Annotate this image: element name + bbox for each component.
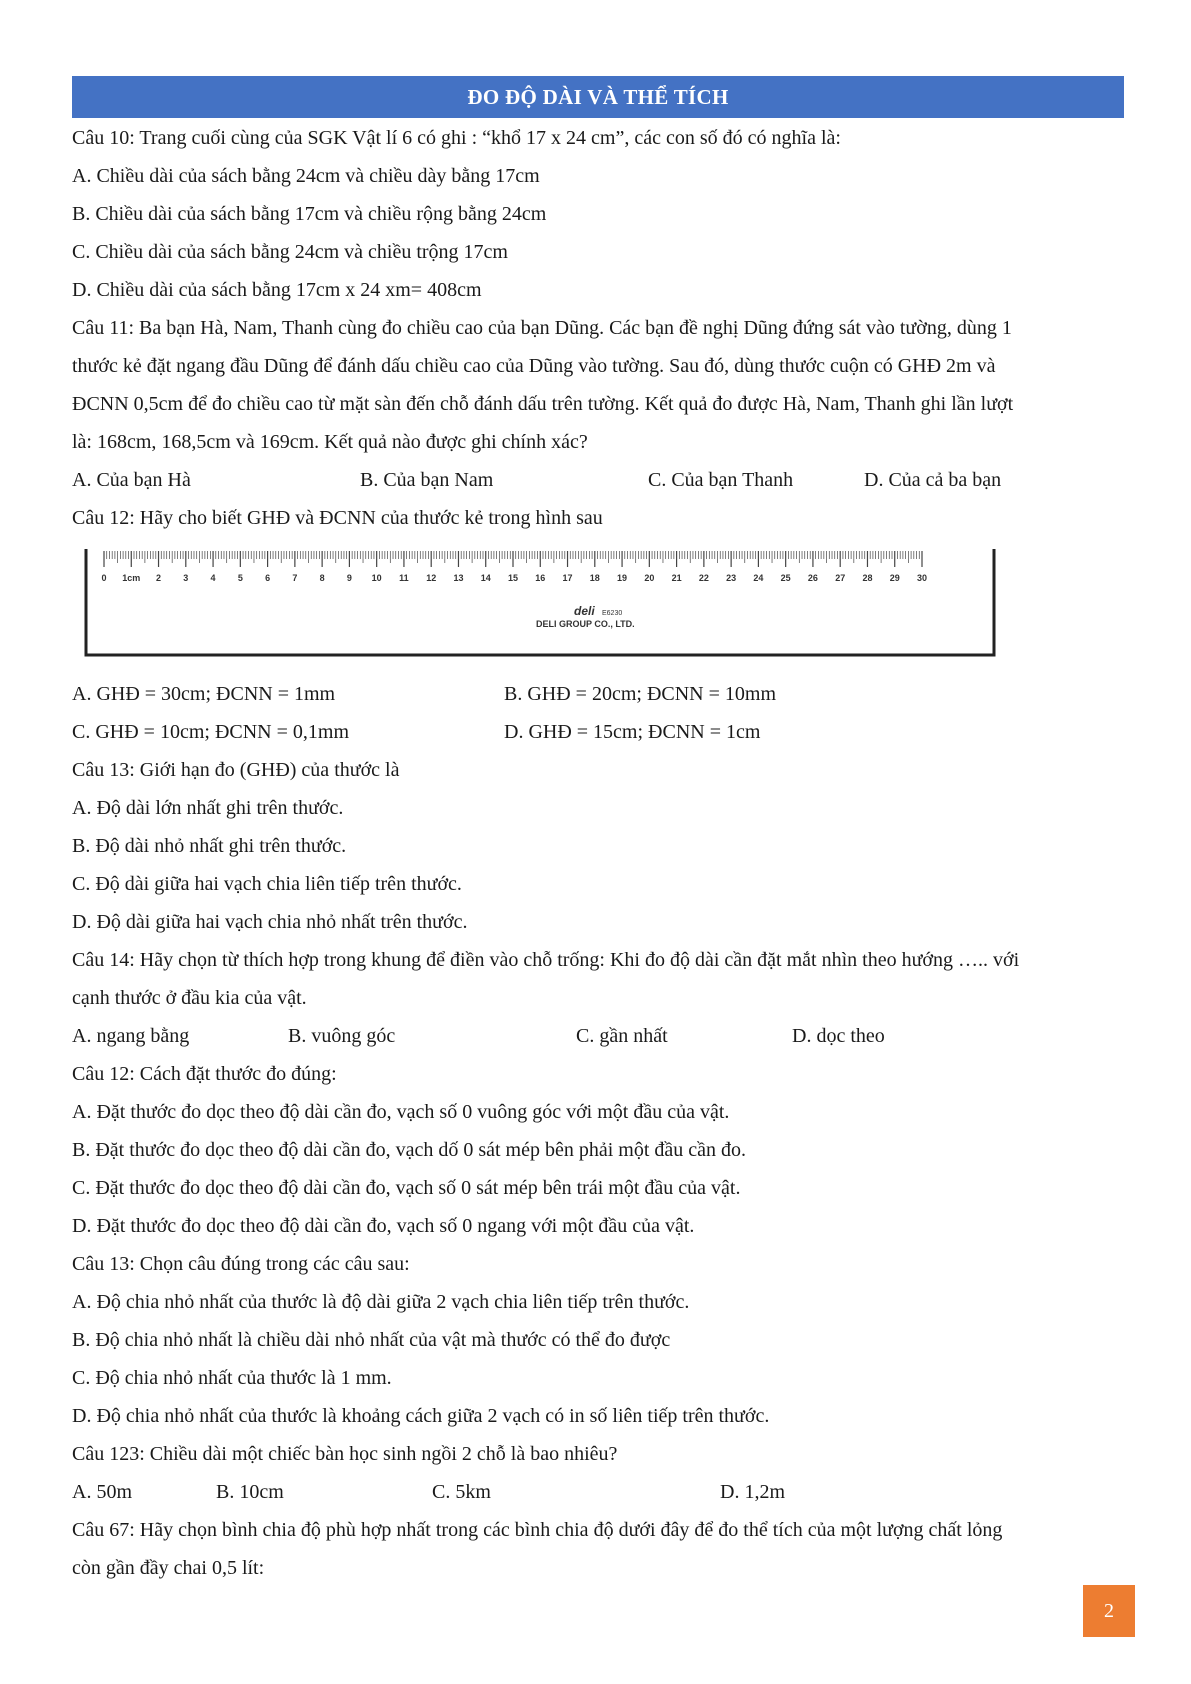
- ruler-label: 5: [237, 573, 243, 583]
- ruler-label: 4: [210, 573, 216, 583]
- ruler-label: 2: [156, 573, 162, 583]
- ruler-label: 15: [507, 573, 519, 583]
- q14-option-b: B. vuông góc: [288, 1025, 396, 1047]
- question-67-line-2: còn gần đầy chai 0,5 lít:: [72, 1557, 265, 1579]
- q13b-option-b: B. Độ chia nhỏ nhất là chiều dài nhỏ nhất của vật mà thước có thể đo được: [72, 1329, 671, 1351]
- ruler-label: 26: [807, 573, 818, 583]
- q12b-option-d: D. Đặt thước đo dọc theo độ dài cần đo, vạch số 0 ngang với một đầu của vật.: [72, 1215, 695, 1237]
- q10-option-d: D. Chiều dài của sách bằng 17cm x 24 xm= 408cm: [72, 279, 482, 301]
- q10-option-b: B. Chiều dài của sách bằng 17cm và chiều rộng bằng 24cm: [72, 203, 547, 225]
- ruler-label: 6: [265, 573, 271, 583]
- ruler-label: 24: [753, 573, 764, 583]
- q123-option-c: C. 5km: [432, 1481, 491, 1503]
- ruler-label: 22: [698, 573, 709, 583]
- q13a-option-b: B. Độ dài nhỏ nhất ghi trên thước.: [72, 835, 347, 857]
- ruler-label: 23: [726, 573, 737, 583]
- ruler-label: 18: [589, 573, 600, 583]
- question-13-range: Câu 13: Giới hạn đo (GHĐ) của thước là: [72, 759, 400, 781]
- q123-option-b: B. 10cm: [216, 1481, 284, 1503]
- q123-options: [72, 1473, 1132, 1511]
- ruler-label: 20: [644, 573, 655, 583]
- document-body: [72, 119, 1132, 1587]
- ruler-label: 7: [292, 573, 298, 583]
- ruler-image: [84, 547, 996, 659]
- q11-option-d: D. Của cả ba bạn: [864, 469, 1002, 491]
- q13b-option-a: A. Độ chia nhỏ nhất của thước là độ dài giữa 2 vạch chia liên tiếp trên thước.: [72, 1291, 690, 1313]
- question-14-line-2: cạnh thước ở đầu kia của vật.: [72, 987, 307, 1009]
- q11-options: [72, 461, 1132, 499]
- ruler-label: 3: [183, 573, 189, 583]
- ruler-label: 21: [671, 573, 682, 583]
- q14-option-a: A. ngang bằng: [72, 1025, 190, 1047]
- ruler-label: 10: [371, 573, 382, 583]
- ruler-label: 0: [101, 573, 107, 583]
- page-number: 2: [1083, 1585, 1135, 1637]
- q12a-option-c: C. GHĐ = 10cm; ĐCNN = 0,1mm: [72, 721, 350, 743]
- q11-option-c: C. Của bạn Thanh: [648, 469, 794, 491]
- q12a-options-row-1: [72, 675, 1132, 713]
- ruler-label: 13: [453, 573, 464, 583]
- ruler-label: 28: [862, 573, 873, 583]
- ruler-label: 17: [562, 573, 573, 583]
- ruler-label: 30: [916, 573, 928, 583]
- question-11-line-3: ĐCNN 0,5cm để đo chiều cao từ mặt sàn đến chỗ đánh dấu trên tường. Kết quả đo được Hà, Nam, Thanh ghi lần lượt: [72, 393, 1014, 415]
- ruler-label: 29: [889, 573, 900, 583]
- q13b-option-c: C. Độ chia nhỏ nhất của thước là 1 mm.: [72, 1367, 392, 1389]
- question-10: Câu 10: Trang cuối cùng của SGK Vật lí 6 có ghi : “khổ 17 x 24 cm”, các con số đó có nghĩa là:: [72, 127, 841, 149]
- q12a-option-d: D. GHĐ = 15cm; ĐCNN = 1cm: [504, 721, 761, 743]
- ruler-label: 11: [399, 573, 409, 583]
- question-11-line-2: thước kẻ đặt ngang đầu Dũng để đánh dấu chiều cao của Dũng vào tường. Sau đó, dùng thước cuộn có GHĐ 2m và: [72, 355, 996, 377]
- question-12-placement: Câu 12: Cách đặt thước đo đúng:: [72, 1063, 337, 1085]
- q13a-option-d: D. Độ dài giữa hai vạch chia nhỏ nhất trên thước.: [72, 911, 468, 933]
- q12a-option-b: B. GHĐ = 20cm; ĐCNN = 10mm: [504, 683, 777, 705]
- q12b-option-b: B. Đặt thước đo dọc theo độ dài cần đo, vạch dố 0 sát mép bên phải một đầu cần đo.: [72, 1139, 747, 1161]
- q10-option-a: A. Chiều dài của sách bằng 24cm và chiều dày bằng 17cm: [72, 165, 540, 187]
- question-11-line-4: là: 168cm, 168,5cm và 169cm. Kết quả nào được ghi chính xác?: [72, 431, 588, 453]
- q13a-option-a: A. Độ dài lớn nhất ghi trên thước.: [72, 797, 344, 819]
- q11-option-a: A. Của bạn Hà: [72, 469, 191, 491]
- question-11-line-1: Câu 11: Ba bạn Hà, Nam, Thanh cùng đo chiều cao của bạn Dũng. Các bạn đề nghị Dũng đứng sát vào tường, dùng 1: [72, 317, 1012, 339]
- ruler-label: 14: [480, 573, 491, 583]
- ruler-label: 25: [780, 573, 791, 583]
- ruler-figure: [72, 537, 1132, 675]
- q11-option-b: B. Của bạn Nam: [360, 469, 494, 491]
- ruler-label: 12: [426, 573, 437, 583]
- ruler-brand: deli: [574, 604, 595, 618]
- q123-option-d: D. 1,2m: [720, 1481, 785, 1503]
- ruler-label: 27: [835, 573, 846, 583]
- ruler-labels: [101, 573, 927, 583]
- q13b-option-d: D. Độ chia nhỏ nhất của thước là khoảng cách giữa 2 vạch có in số liên tiếp trên thước.: [72, 1405, 770, 1427]
- section-title: ĐO ĐỘ DÀI VÀ THỂ TÍCH: [72, 76, 1124, 118]
- q123-option-a: A. 50m: [72, 1481, 132, 1503]
- q14-option-d: D. dọc theo: [792, 1025, 885, 1047]
- ruler-label: 16: [535, 573, 546, 583]
- q12b-option-a: A. Đặt thước đo dọc theo độ dài cần đo, vạch số 0 vuông góc với một đầu của vật.: [72, 1101, 730, 1123]
- question-14-line-1: Câu 14: Hãy chọn từ thích hợp trong khung để điền vào chỗ trống: Khi đo độ dài cần đặt mắt nhìn theo hướng ….. với: [72, 949, 1020, 971]
- q10-option-c: C. Chiều dài của sách bằng 24cm và chiều trộng 17cm: [72, 241, 508, 263]
- ruler-ticks: [104, 551, 922, 567]
- ruler-model: E6230: [602, 610, 623, 617]
- question-12-ruler: Câu 12: Hãy cho biết GHĐ và ĐCNN của thước kẻ trong hình sau: [72, 507, 603, 529]
- question-67-line-1: Câu 67: Hãy chọn bình chia độ phù hợp nhất trong các bình chia độ dưới đây để đo thể tích của một lượng chất lỏng: [72, 1519, 1003, 1541]
- q14-options: [72, 1017, 1132, 1055]
- q13a-option-c: C. Độ dài giữa hai vạch chia liên tiếp trên thước.: [72, 873, 462, 895]
- ruler-label: 9: [346, 573, 352, 583]
- q12b-option-c: C. Đặt thước đo dọc theo độ dài cần đo, vạch số 0 sát mép bên trái một đầu của vật.: [72, 1177, 741, 1199]
- q14-option-c: C. gần nhất: [576, 1025, 668, 1047]
- question-13-division: Câu 13: Chọn câu đúng trong các câu sau:: [72, 1253, 410, 1275]
- ruler-label: 19: [617, 573, 628, 583]
- ruler-label: 1cm: [122, 573, 141, 583]
- q12a-options-row-2: [72, 713, 1132, 751]
- question-123: Câu 123: Chiều dài một chiếc bàn học sinh ngồi 2 chỗ là bao nhiêu?: [72, 1443, 618, 1465]
- q12a-option-a: A. GHĐ = 30cm; ĐCNN = 1mm: [72, 683, 336, 705]
- ruler-label: 8: [319, 573, 325, 583]
- ruler-company: DELI GROUP CO., LTD.: [536, 619, 635, 629]
